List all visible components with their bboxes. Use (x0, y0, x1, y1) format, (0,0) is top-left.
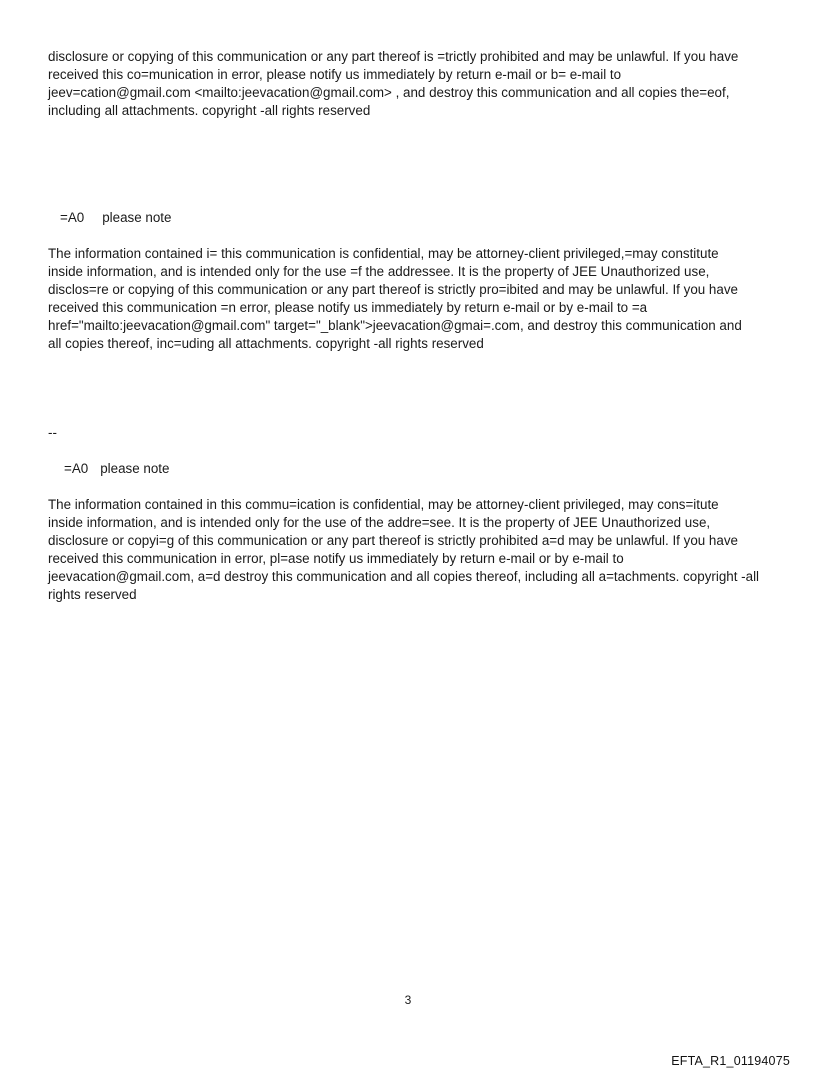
paragraph-line: disclos=re or copying of this communication or any part thereof is strictly pro=ibited and may be unlawful. If you have (48, 282, 738, 297)
please-note-line-1 (60, 209, 171, 227)
paragraph-line: all copies thereof, inc=uding all attachments. copyright -all rights reserved (48, 336, 484, 351)
please-note-label: please note (102, 210, 172, 225)
paragraph-line: href="mailto:jeevacation@gmail.com" target="_blank">jeevacation@gmai=.com, and destroy this communication and (48, 318, 742, 333)
paragraph-line: The information contained i= this communication is confidential, may be attorney-client privileged,=may constitute (48, 246, 719, 261)
paragraph-line: received this co=munication in error, please notify us immediately by return e-mail or b= e-mail to (48, 67, 622, 82)
paragraph-line: including all attachments. copyright -all rights reserved (48, 103, 371, 118)
encoded-nbsp: =A0 (60, 210, 85, 225)
disclaimer-paragraph-2 (48, 245, 778, 353)
please-note-line-2 (64, 460, 169, 478)
paragraph-line: received this communication =n error, please notify us immediately by return e-mail or by e-mail to =a (48, 300, 648, 315)
paragraph-line: jeev=cation@gmail.com <mailto:jeevacation@gmail.com> , and destroy this communication and all copies the=eof, (48, 85, 730, 100)
paragraph-line: received this communication in error, pl=ase notify us immediately by return e-mail or by e-mail to (48, 551, 624, 566)
document-id-stamp: EFTA_R1_01194075 (671, 1054, 790, 1068)
please-note-label: please note (100, 461, 170, 476)
paragraph-line: jeevacation@gmail.com, a=d destroy this communication and all copies thereof, including all a=tachments. copyright -all (48, 569, 760, 584)
paragraph-line: rights reserved (48, 587, 137, 602)
encoded-nbsp: =A0 (64, 461, 89, 476)
paragraph-line: inside information, and is intended only for the use =f the addressee. It is the property of JEE Unauthorized use, (48, 264, 710, 279)
disclaimer-paragraph-1 (48, 48, 778, 120)
paragraph-line: inside information, and is intended only for the use of the addre=see. It is the property of JEE Unauthorized use, (48, 515, 711, 530)
paragraph-line: disclosure or copying of this communication or any part thereof is =trictly prohibited and may be unlawful. If you have (48, 49, 739, 64)
page-number: 3 (404, 993, 412, 1007)
paragraph-line: disclosure or copyi=g of this communication or any part thereof is strictly prohibited a=d may be unlawful. If you have (48, 533, 738, 548)
disclaimer-paragraph-3 (48, 496, 778, 604)
paragraph-line: The information contained in this commu=ication is confidential, may be attorney-client privileged, may cons=itute (48, 497, 719, 512)
signature-separator: -- (48, 425, 57, 440)
